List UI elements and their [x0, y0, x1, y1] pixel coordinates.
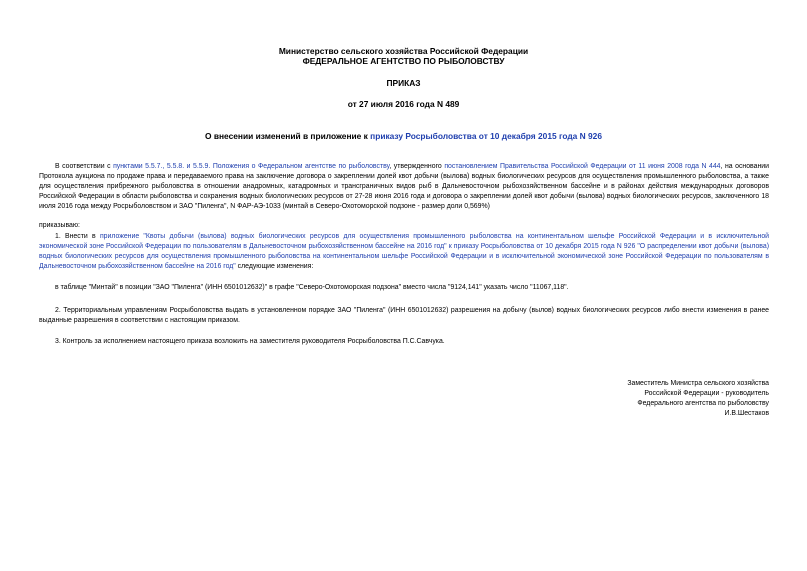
intro-text-2: , утвержденного: [389, 163, 445, 170]
order-subject-prefix: О внесении изменений в приложение к: [205, 131, 371, 141]
order-date-number: от 27 июля 2016 года N 489: [347, 99, 460, 109]
government-resolution-link[interactable]: постановлением Правительства Российской Федерации от 11 июня 2008 года N 444: [444, 163, 721, 170]
item-1-text-2: следующие изменения:: [235, 263, 314, 270]
item-1-text-1: 1. Внести в: [55, 233, 100, 240]
item-2-paragraph: 2. Территориальным управлениям Росрыболовства выдать в установленном порядке ЗАО "Пиленга" (ИНН 6501012632) разрешения на добычу (вылов) водных биологических ресурсов либо внести изменения в ранее выданные разрешения в соответствии с настоящим приказом.: [39, 307, 769, 324]
order-926-link[interactable]: приказу Росрыболовства от 10 декабря 2015 года N 926: [370, 131, 602, 141]
regulation-points-link[interactable]: пунктами 5.5.7., 5.5.8. и 5.5.9. Положения о Федеральном агентстве по рыболовству: [113, 163, 390, 170]
order-subject: [0, 131, 807, 141]
intro-text-3: , на основании Протокола аукциона по продаже права и передаваемого права на заключение договора о закреплении долей квот добычи (вылова) водных биологических ресурсов для осуществления промышленного рыболовства, а также для осуществления прибрежного рыболовства в отношении анадромных, катадромных и трансграничных видов рыб в Дальневосточном рыбохозяйственном бассейне и в районах действия международных договоров Российской Федерации в области рыболовства и сохранения водных биологических ресурсов от 27-28 июня 2016 года и договора о закреплении долей квот добычи (вылова) водных биологических ресурсов, заключенного 18 июля 2016 года между Росрыболовством и ЗАО "Пиленга", N ФАР-АЭ-1033 (минтай в Северо-Охотоморской подзоне - размер доли 0,569%): [39, 163, 769, 210]
order-word: приказываю:: [39, 222, 80, 229]
signature-line-2: Российской Федерации - руководитель: [644, 390, 769, 397]
signature-name: И.В.Шестаков: [724, 410, 769, 417]
appendix-link[interactable]: приложение "Квоты добычи (вылова) водных биологических ресурсов для осуществления промышленного рыболовства на континентальном шельфе Российской Федерации и в исключительной экономической зоне Российской Федерации по пользователям в Дальневосточном рыбохозяйственном бассейне на 2016 год" к приказу Росрыболовства от 10 декабря 2015 года N 926 "О распределении квот добычи (вылова) водных биологических ресурсов для осуществления промышленного рыболовства на континентальном шельфе Российской Федерации и в исключительной экономической зоне Российской Федерации по пользователям в Дальневосточном рыбохозяйственном бассейне на 2016 год": [39, 233, 769, 270]
intro-paragraph: [39, 162, 769, 212]
item-3-paragraph: 3. Контроль за исполнением настоящего приказа возложить на заместителя руководителя Росрыболовства П.С.Савчука.: [55, 338, 445, 345]
signature-line-1: Заместитель Министра сельского хозяйства: [627, 380, 769, 387]
intro-text-1: В соответствии с: [55, 163, 114, 170]
order-title: ПРИКАЗ: [386, 78, 421, 88]
signature-line-3: Федерального агентства по рыболовству: [637, 400, 769, 407]
ministry-header: Министерство сельского хозяйства Российской Федерации: [278, 46, 529, 56]
table-change-paragraph: в таблице "Минтай" в позиции "ЗАО "Пиленга" (ИНН 6501012632)" в графе "Северо-Охотоморская подзона" вместо числа "9124,141" указать число "11067,118".: [55, 284, 569, 291]
item-1-paragraph: [39, 232, 769, 272]
agency-header: ФЕДЕРАЛЬНОЕ АГЕНТСТВО ПО РЫБОЛОВСТВУ: [302, 56, 505, 66]
